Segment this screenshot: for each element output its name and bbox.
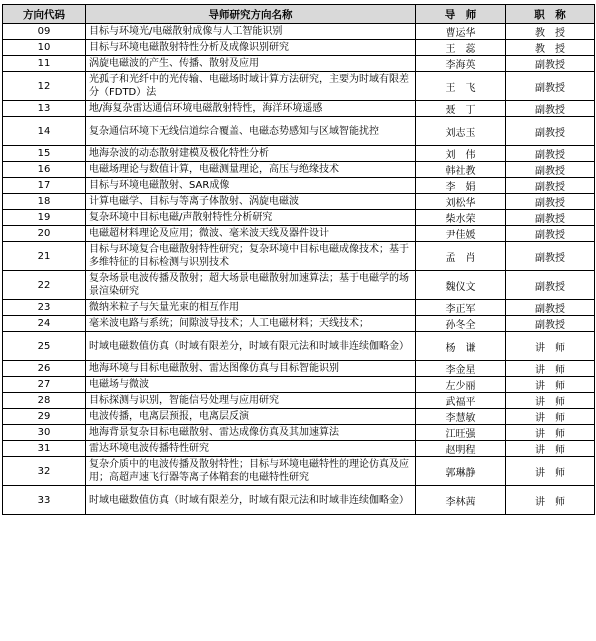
- research-direction-table: [2, 4, 595, 515]
- cell-name: 复杂通信环境下无线信道综合覆盖、电磁态势感知与区域智能扰控: [86, 117, 416, 146]
- table-row: [3, 393, 595, 409]
- cell-tutor: 聂 丁: [416, 101, 506, 117]
- cell-name: 电磁场与微波: [86, 377, 416, 393]
- cell-tutor: 李海英: [416, 56, 506, 72]
- cell-name: 目标与环境光/电磁散射成像与人工智能识别: [86, 24, 416, 40]
- table-row: [3, 486, 595, 515]
- cell-title: 副教授: [506, 242, 595, 271]
- cell-name: 雷达环境电波传播特性研究: [86, 441, 416, 457]
- table-row: [3, 441, 595, 457]
- cell-code: 33: [3, 486, 86, 515]
- cell-tutor: 王 飞: [416, 72, 506, 101]
- cell-name: 光孤子和光纤中的光传输、电磁场时域计算方法研究，主要为时域有限差分（FDTD）法: [86, 72, 416, 101]
- table-row: [3, 226, 595, 242]
- cell-tutor: 李 娟: [416, 178, 506, 194]
- cell-title: 副教授: [506, 316, 595, 332]
- table-header-row: [3, 5, 595, 24]
- cell-name: 电磁超材料理论及应用；微波、毫米波天线及器件设计: [86, 226, 416, 242]
- cell-code: 31: [3, 441, 86, 457]
- cell-tutor: 李正军: [416, 300, 506, 316]
- cell-tutor: 尹佳媛: [416, 226, 506, 242]
- cell-title: 副教授: [506, 194, 595, 210]
- cell-tutor: 王 蕊: [416, 40, 506, 56]
- table-row: [3, 457, 595, 486]
- cell-title: 副教授: [506, 117, 595, 146]
- cell-title: 教 授: [506, 40, 595, 56]
- cell-name: 地海杂波的动态散射建模及极化特性分析: [86, 146, 416, 162]
- cell-title: 讲 师: [506, 409, 595, 425]
- cell-title: 讲 师: [506, 486, 595, 515]
- cell-tutor: 刘志玉: [416, 117, 506, 146]
- table-row: [3, 178, 595, 194]
- table-row: [3, 316, 595, 332]
- cell-title: 讲 师: [506, 425, 595, 441]
- cell-tutor: 韩社教: [416, 162, 506, 178]
- cell-code: 23: [3, 300, 86, 316]
- cell-code: 13: [3, 101, 86, 117]
- cell-title: 副教授: [506, 226, 595, 242]
- cell-code: 17: [3, 178, 86, 194]
- header-title: 职 称: [506, 5, 595, 24]
- table-row: [3, 24, 595, 40]
- cell-title: 副教授: [506, 146, 595, 162]
- cell-tutor: 魏仪文: [416, 271, 506, 300]
- cell-code: 19: [3, 210, 86, 226]
- cell-title: 讲 师: [506, 361, 595, 377]
- cell-code: 12: [3, 72, 86, 101]
- cell-name: 目标与环境电磁散射、SAR成像: [86, 178, 416, 194]
- cell-code: 14: [3, 117, 86, 146]
- table-row: [3, 271, 595, 300]
- cell-tutor: 赵明程: [416, 441, 506, 457]
- table-row: [3, 162, 595, 178]
- cell-name: 目标探测与识别，智能信号处理与应用研究: [86, 393, 416, 409]
- cell-name: 复杂介质中的电波传播及散射特性；目标与环境电磁特性的理论仿真及应用；高超声速飞行器等离子体鞘套的电磁特性研究: [86, 457, 416, 486]
- cell-title: 讲 师: [506, 441, 595, 457]
- table-row: [3, 425, 595, 441]
- cell-title: 副教授: [506, 300, 595, 316]
- cell-tutor: 武福平: [416, 393, 506, 409]
- cell-name: 地海环境与目标电磁散射、雷达图像仿真与目标智能识别: [86, 361, 416, 377]
- cell-title: 副教授: [506, 162, 595, 178]
- cell-code: 20: [3, 226, 86, 242]
- cell-code: 21: [3, 242, 86, 271]
- table-row: [3, 361, 595, 377]
- table-row: [3, 409, 595, 425]
- cell-tutor: 李慧敏: [416, 409, 506, 425]
- cell-tutor: 曹运华: [416, 24, 506, 40]
- table-row: [3, 194, 595, 210]
- cell-code: 11: [3, 56, 86, 72]
- table-row: [3, 117, 595, 146]
- cell-code: 25: [3, 332, 86, 361]
- cell-name: 微纳米粒子与矢量光束的相互作用: [86, 300, 416, 316]
- cell-name: 复杂环境中目标电磁/声散射特性分析研究: [86, 210, 416, 226]
- cell-title: 副教授: [506, 210, 595, 226]
- cell-tutor: 江旺强: [416, 425, 506, 441]
- cell-code: 28: [3, 393, 86, 409]
- table-row: [3, 56, 595, 72]
- cell-title: 副教授: [506, 178, 595, 194]
- cell-tutor: 左少丽: [416, 377, 506, 393]
- cell-name: 时域电磁数值仿真（时域有限差分，时域有限元法和时域非连续伽略金）: [86, 486, 416, 515]
- cell-tutor: 李金星: [416, 361, 506, 377]
- cell-code: 18: [3, 194, 86, 210]
- cell-code: 29: [3, 409, 86, 425]
- cell-name: 毫米波电路与系统；间隙波导技术；人工电磁材料；天线技术；: [86, 316, 416, 332]
- cell-tutor: 孙冬全: [416, 316, 506, 332]
- cell-code: 30: [3, 425, 86, 441]
- cell-name: 地海背景复杂目标电磁散射、雷达成像仿真及其加速算法: [86, 425, 416, 441]
- table-row: [3, 242, 595, 271]
- cell-name: 目标与环境复合电磁散射特性研究；复杂环境中目标电磁成像技术；基于多维特征的目标检测与识别技术: [86, 242, 416, 271]
- cell-code: 16: [3, 162, 86, 178]
- cell-tutor: 杨 谦: [416, 332, 506, 361]
- table-row: [3, 40, 595, 56]
- cell-name: 电波传播，电离层预报，电离层反演: [86, 409, 416, 425]
- cell-tutor: 孟 肖: [416, 242, 506, 271]
- cell-name: 涡旋电磁波的产生、传播、散射及应用: [86, 56, 416, 72]
- cell-code: 10: [3, 40, 86, 56]
- cell-code: 32: [3, 457, 86, 486]
- cell-code: 24: [3, 316, 86, 332]
- cell-name: 计算电磁学、目标与等离子体散射、涡旋电磁波: [86, 194, 416, 210]
- cell-title: 讲 师: [506, 377, 595, 393]
- cell-name: 目标与环境电磁散射特性分析及成像识别研究: [86, 40, 416, 56]
- cell-code: 22: [3, 271, 86, 300]
- cell-title: 讲 师: [506, 393, 595, 409]
- table-row: [3, 210, 595, 226]
- cell-title: 讲 师: [506, 332, 595, 361]
- cell-title: 教 授: [506, 24, 595, 40]
- cell-name: 时域电磁数值仿真（时域有限差分，时域有限元法和时域非连续伽略金）: [86, 332, 416, 361]
- cell-tutor: 李林茜: [416, 486, 506, 515]
- cell-tutor: 郭琳静: [416, 457, 506, 486]
- table-row: [3, 101, 595, 117]
- table-row: [3, 332, 595, 361]
- table-row: [3, 72, 595, 101]
- cell-title: 副教授: [506, 56, 595, 72]
- cell-tutor: 柴水荣: [416, 210, 506, 226]
- cell-name: 复杂场景电波传播及散射；超大场景电磁散射加速算法；基于电磁学的场景渲染研究: [86, 271, 416, 300]
- cell-name: 地/海复杂雷达通信环境电磁散射特性，海洋环境遥感: [86, 101, 416, 117]
- header-code: 方向代码: [3, 5, 86, 24]
- table-row: [3, 146, 595, 162]
- cell-title: 副教授: [506, 101, 595, 117]
- cell-tutor: 刘 伟: [416, 146, 506, 162]
- cell-code: 15: [3, 146, 86, 162]
- table-body: [3, 24, 595, 515]
- cell-title: 讲 师: [506, 457, 595, 486]
- cell-code: 27: [3, 377, 86, 393]
- cell-title: 副教授: [506, 72, 595, 101]
- header-tutor: 导 师: [416, 5, 506, 24]
- table-row: [3, 300, 595, 316]
- cell-tutor: 刘松华: [416, 194, 506, 210]
- table-row: [3, 377, 595, 393]
- header-name: 导师研究方向名称: [86, 5, 416, 24]
- cell-code: 26: [3, 361, 86, 377]
- cell-title: 副教授: [506, 271, 595, 300]
- cell-name: 电磁场理论与数值计算，电磁测量理论，高压与绝缘技术: [86, 162, 416, 178]
- cell-code: 09: [3, 24, 86, 40]
